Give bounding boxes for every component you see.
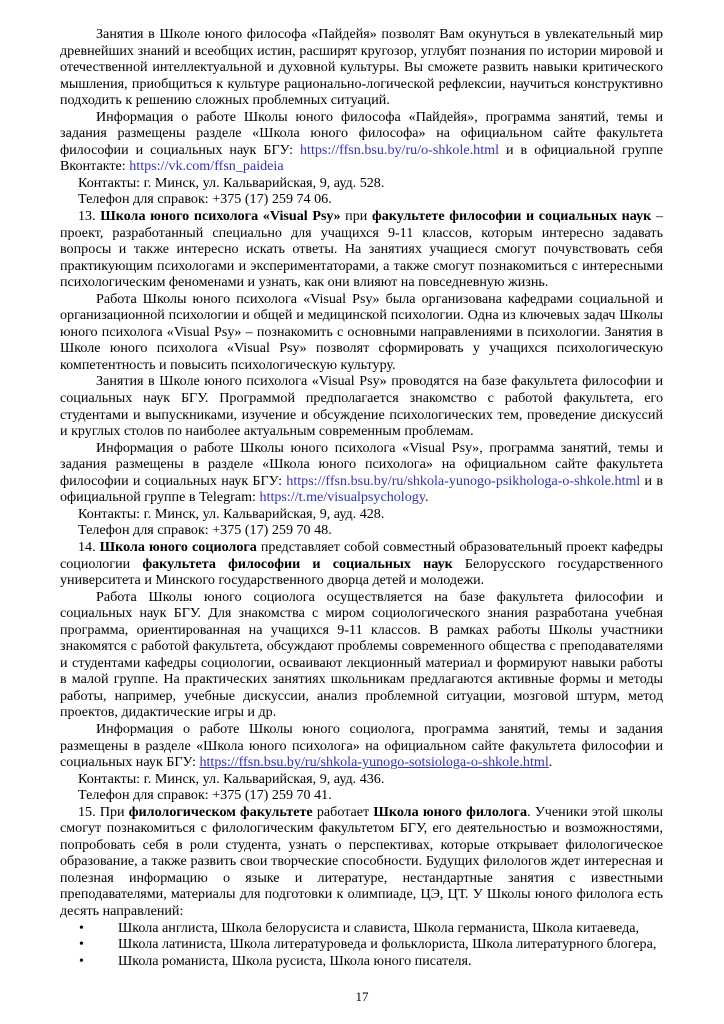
phone-sociology — [60, 787, 663, 804]
contacts-philosophy — [60, 175, 663, 192]
contacts-text: Контакты: г. Минск, ул. Кальварийская, 9, ауд. 428. — [78, 505, 385, 522]
item-15-body: . Ученики этой школы смогут познакомиться с филологическим факультетом БГУ, его деятельностью и возможностями, попробовать себя в роли студента, узнать о перспективах, которые открывает филологическое образование, а также развить свои творческие способности. Будущих филологов ждет интересная и полезная информацию о языке и литературе, нестандартные занятия с известными преподавателями, материалы для подготовки к олимпиаде, ЦЭ, ЦТ. У Школы юного филолога есть десять направлений: — [60, 803, 663, 919]
link-telegram-visualpsychology[interactable]: https://t.me/visualpsychology — [259, 489, 425, 506]
paragraph-item-15-philology — [60, 804, 663, 920]
bullet-icon: • — [79, 919, 84, 936]
link-ffsn-o-shkole[interactable]: https://ffsn.bsu.by/ru/o-shkole.html — [300, 141, 500, 158]
contacts-sociology — [60, 771, 663, 788]
phone-text: Телефон для справок: +375 (17) 259 70 41. — [78, 787, 332, 804]
list-item — [60, 920, 663, 937]
page-number: 17 — [355, 989, 369, 1004]
paragraph-text: Занятия в Школе юного философа «Пайдейя» позволят Вам окунуться в увлекательный мир древнейших знаний и всеобщих истин, расширят кругозор, углубят познания по истории мировой и отечественной интеллектуальной и духовной культуры. Вы сможете развить навыки критического мышления, приобщиться к культуре рационально-логической рефлексии, научиться конструктивно подходить к решению сложных проблемных ситуаций. — [60, 26, 663, 109]
bold-school-sociologist: Школа юного социолога — [99, 538, 257, 555]
paragraph-text: Работа Школы юного психолога «Visual Psy» была организована кафедрами социальной и организационной психологии и общей и медицинской психологии. Одна из ключевых задач Школы юного психолога «Visual Psy» – познакомить с основными направлениями в психологии. Занятия в Школе юного психолога «Visual Psy» позволят сформировать у учащихся психологическую компетентность и повысить психологическую культуру. — [60, 290, 663, 373]
philology-directions-list — [60, 920, 663, 970]
contacts-text: Контакты: г. Минск, ул. Кальварийская, 9, ауд. 528. — [78, 174, 385, 191]
item-13-body: – проект, разработанный специально для учащихся 9-11 классов, которым интересно задавать вопросы и также интересно искать ответы. На занятиях учащиеся смогут почувствовать себя практикующим психологами и экспериментаторами, а также смогут познакомиться с интересными психологическим феноменами и узнать, как они влияют на повседневную жизнь. — [60, 208, 664, 291]
paragraph-item-14-sociology — [60, 539, 663, 589]
bullet-icon: • — [79, 952, 84, 969]
paragraph-visual-psy-organization — [60, 291, 663, 374]
paragraph-text-lead: Информация о работе Школы юного социолога, программа занятий, темы и задания размещены в разделе «Школа юного психолога» на официальном сайте факультета философии и социальных наук БГУ: — [60, 720, 663, 771]
paragraph-visual-psy-info — [60, 440, 663, 506]
bold-school-philologist: Школа юного филолога — [373, 803, 528, 820]
list-item — [60, 953, 663, 970]
phone-visual-psy — [60, 522, 663, 539]
contacts-visual-psy — [60, 506, 663, 523]
item-number-14: 14. — [78, 538, 100, 555]
phone-text: Телефон для справок: +375 (17) 259 74 06. — [78, 191, 332, 208]
paragraph-philosophy-classes — [60, 26, 663, 109]
paragraph-item-13-visual-psy — [60, 208, 663, 291]
list-item-label: Школа латиниста, Школа литературоведа и фольклориста, Школа литературного блогера, — [118, 936, 657, 953]
link-vk-ffsn-paideia[interactable]: https://vk.com/ffsn_paideia — [129, 158, 284, 175]
bullet-icon: • — [79, 936, 84, 953]
bold-philological-faculty: филологическом факультете — [128, 803, 313, 820]
paragraph-text-end: . — [424, 489, 429, 506]
list-item — [60, 936, 663, 953]
text-works: работает — [312, 803, 374, 820]
phone-philosophy — [60, 191, 663, 208]
contacts-text: Контакты: г. Минск, ул. Кальварийская, 9, ауд. 436. — [78, 770, 385, 787]
item-number-13: 13. — [78, 208, 101, 225]
link-ffsn-shkola-psikhologa[interactable]: https://ffsn.bsu.by/ru/shkola-yunogo-psikhologa-o-shkole.html — [286, 472, 641, 489]
text-mid: представляет собой совместный образовательный проект кафедры социологии — [60, 538, 663, 572]
paragraph-text: Занятия в Школе юного психолога «Visual Psy» проводятся на базе факультета философии и социальных наук БГУ. Программой предполагается знакомство с работой факультета, его студентами и выпускниками, изучение и обсуждение психологических тем, проведение дискуссий и круглых столов по наиболее актуальным современным проблемам. — [60, 373, 663, 440]
paragraph-philosophy-info — [60, 109, 663, 175]
item-number-15: 15. При — [78, 803, 129, 820]
paragraph-text-end: . — [548, 754, 553, 771]
paragraph-text: Работа Школы юного социолога осуществляется на базе факультета философии и социальных наук БГУ. Для знакомства с миром социологического знания разработана учебная программа, ориентированная на учащихся 9-11 классов. В рамках работы Школы участники знакомятся с работой факультета, обсуждают проблемы современного общества с преподавателями и студентами кафедры социологии, осваивают лекционный материал и формируют навыки работы в малой группе. На практических занятиях школьникам предлагаются активные формы и методы работы, например, учебные дискуссии, анализ проблемной ситуации, мозговой штурм, метод проектов, дидактические игры и др. — [60, 588, 663, 721]
bold-faculty-philosophy: факультета философии и социальных наук — [142, 555, 453, 572]
paragraph-text-lead: Информация о работе Школы юного философа «Пайдейя», программа занятий, темы и задания размещены разделе «Школа юного философа» на официальном сайте факультета философии и социальных наук БГУ: — [60, 108, 663, 158]
text-at: при — [340, 208, 372, 225]
list-item-label: Школа англиста, Школа белорусиста и слависта, Школа германиста, Школа китаеведа, — [118, 919, 640, 936]
bold-school-visual-psy: Школа юного психолога «Visual Psy» — [100, 208, 341, 225]
bold-faculty-philosophy: факультете философии и социальных наук — [371, 208, 652, 225]
paragraph-text-mid: и в официальной группе в Telegram: — [60, 472, 663, 506]
paragraph-visual-psy-location — [60, 373, 663, 439]
item-14-body: Белорусского государственного университета и Минского государственного дворца детей и молодежи. — [60, 555, 663, 589]
paragraph-text-mid: и в официальной группе Вконтакте: — [60, 141, 663, 175]
paragraph-sociology-info — [60, 721, 663, 771]
phone-text: Телефон для справок: +375 (17) 259 70 48. — [78, 522, 332, 539]
paragraph-sociology-program — [60, 589, 663, 721]
link-ffsn-shkola-sotsiologa[interactable]: https://ffsn.bsu.by/ru/shkola-yunogo-sotsiologa-o-shkole.html — [199, 754, 549, 771]
list-item-label: Школа романиста, Школа русиста, Школа юного писателя. — [118, 952, 472, 969]
paragraph-text-lead: Информация о работе Школы юного психолога «Visual Psy», программа занятий, темы и задания размещены в разделе «Школа юного психолога» на официальном сайте факультета философии и социальных наук БГУ: — [60, 439, 663, 489]
